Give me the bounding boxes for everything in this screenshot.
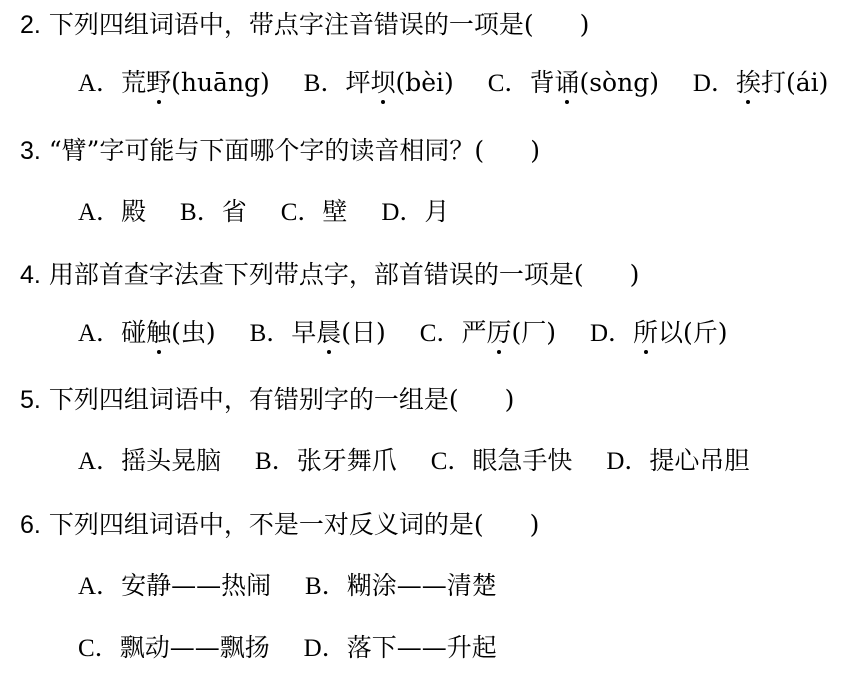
question-4-options (78, 318, 728, 349)
option-b[interactable]: B．早晨(日) (249, 318, 386, 347)
question-number: 4. (20, 261, 41, 289)
dotted-char: 诵 (554, 68, 580, 97)
dotted-char: 挨 (735, 68, 761, 97)
question-2 (20, 10, 589, 40)
option-b[interactable]: B．张牙舞爪 (255, 446, 397, 475)
question-6-options-row-1 (78, 571, 497, 602)
question-close-paren: ) (529, 510, 540, 539)
question-close-paren: ) (579, 10, 590, 39)
question-3-options (78, 197, 449, 228)
dotted-char: 晨 (316, 318, 342, 347)
question-stem: 下列四组词语中，带点字注音错误的一项是( (48, 10, 534, 39)
question-stem: 下列四组词语中，有错别字的一组是( (48, 385, 459, 414)
option-a[interactable]: A．荒野(huāng) (78, 68, 270, 97)
option-d[interactable]: D．提心吊胆 (606, 446, 750, 475)
option-c[interactable]: C．背诵(sòng) (487, 68, 659, 97)
question-stem: 用部首查字法查下列带点字，部首错误的一项是( (48, 260, 584, 289)
dotted-char: 所 (633, 318, 659, 347)
question-6-options-row-2 (78, 633, 497, 664)
question-close-paren: ) (504, 385, 515, 414)
option-d[interactable]: D．所以(斤) (589, 318, 728, 347)
question-4 (20, 260, 639, 290)
dotted-char: 野 (146, 68, 172, 97)
option-c[interactable]: C．飘动——飘扬 (78, 633, 270, 662)
option-b[interactable]: B．糊涂——清楚 (305, 571, 497, 600)
question-3 (20, 136, 540, 166)
option-a[interactable]: A．殿 (78, 197, 147, 226)
option-d[interactable]: D．挨打(ái) (692, 68, 829, 97)
option-c[interactable]: C．眼急手快 (430, 446, 573, 475)
question-number: 3. (20, 137, 41, 165)
option-a[interactable]: A．摇头晃脑 (78, 446, 222, 475)
dotted-char: 坝 (370, 68, 396, 97)
question-close-paren: ) (629, 260, 640, 289)
question-2-options (78, 68, 828, 99)
question-number: 2. (20, 11, 41, 39)
question-6 (20, 510, 539, 540)
option-d[interactable]: D．落下——升起 (303, 633, 497, 662)
dotted-char: 触 (146, 318, 172, 347)
question-close-paren: ) (530, 136, 540, 165)
option-a[interactable]: A．碰触(虫) (78, 318, 216, 347)
question-5-options (78, 446, 749, 477)
option-a[interactable]: A．安静——热闹 (78, 571, 272, 600)
option-c[interactable]: C．严厉(厂) (419, 318, 556, 347)
question-number: 5. (20, 386, 41, 414)
question-stem: “臂”字可能与下面哪个字的读音相同？( (48, 136, 485, 165)
option-c[interactable]: C．壁 (280, 197, 348, 226)
question-number: 6. (20, 511, 41, 539)
option-b[interactable]: B．省 (180, 197, 247, 226)
question-5 (20, 385, 514, 415)
question-stem: 下列四组词语中，不是一对反义词的是( (48, 510, 484, 539)
option-d[interactable]: D．月 (381, 197, 450, 226)
option-b[interactable]: B．坪坝(bèi) (303, 68, 454, 97)
dotted-char: 厉 (486, 318, 512, 347)
